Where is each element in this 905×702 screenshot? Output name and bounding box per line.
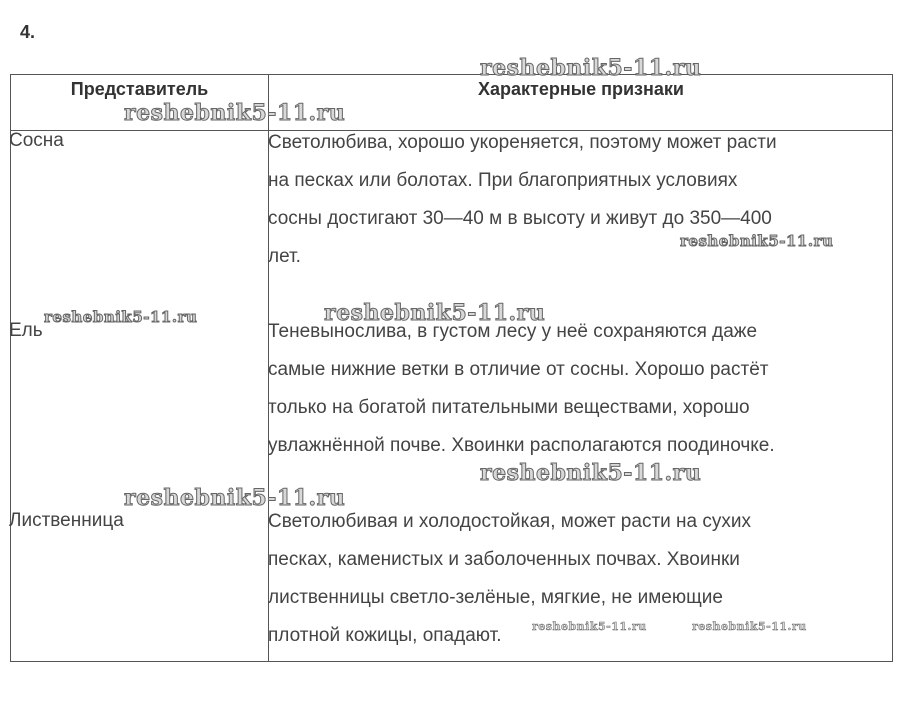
row-desc-pine bbox=[268, 124, 878, 276]
desc-line: увлажнённой почве. Хвоинки располагаются поодиночке. bbox=[268, 435, 775, 456]
desc-line: Теневынослива, в густом лесу у неё сохраняются даже bbox=[268, 321, 758, 342]
watermark: reshebnik5-11.ru bbox=[44, 308, 198, 326]
desc-line: только на богатой питательными веществами, хорошо bbox=[268, 397, 750, 418]
watermark: reshebnik5-11.ru bbox=[532, 620, 647, 633]
desc-line: самые нижние ветки в отличие от сосны. Хорошо растёт bbox=[268, 359, 769, 380]
header-representative: Представитель bbox=[70, 79, 209, 99]
desc-line: на песках или болотах. При благоприятных условиях bbox=[268, 170, 738, 191]
desc-line: Светолюбива, хорошо укореняется, поэтому может расти bbox=[268, 132, 777, 153]
row-name-spruce: Ель bbox=[9, 320, 43, 341]
row-desc-spruce bbox=[268, 313, 878, 465]
desc-line: песках, каменистых и заболоченных почвах. Хвоинки bbox=[268, 549, 740, 570]
task-number: 4. bbox=[20, 22, 36, 42]
row-name-larch: Лиственница bbox=[9, 510, 124, 531]
desc-line: лет. bbox=[268, 246, 301, 267]
watermark: reshebnik5-11.ru bbox=[124, 485, 346, 511]
header-characteristics: Характерные признаки bbox=[478, 79, 684, 99]
watermark: reshebnik5-11.ru bbox=[680, 232, 834, 250]
watermark: reshebnik5-11.ru bbox=[324, 300, 546, 326]
watermark: reshebnik5-11.ru bbox=[692, 620, 807, 633]
row-name-pine: Сосна bbox=[9, 130, 64, 151]
desc-line: плотной кожицы, опадают. bbox=[268, 625, 502, 646]
watermark: reshebnik5-11.ru bbox=[480, 460, 702, 486]
desc-line: лиственницы светло-зелёные, мягкие, не имеющие bbox=[268, 587, 723, 608]
watermark: reshebnik5-11.ru bbox=[124, 100, 346, 126]
desc-line: сосны достигают 30—40 м в высоту и живут до 350—400 bbox=[268, 208, 772, 229]
desc-line: Светолюбивая и холодостойкая, может расти на сухих bbox=[268, 511, 751, 532]
watermark: reshebnik5-11.ru bbox=[480, 55, 702, 81]
